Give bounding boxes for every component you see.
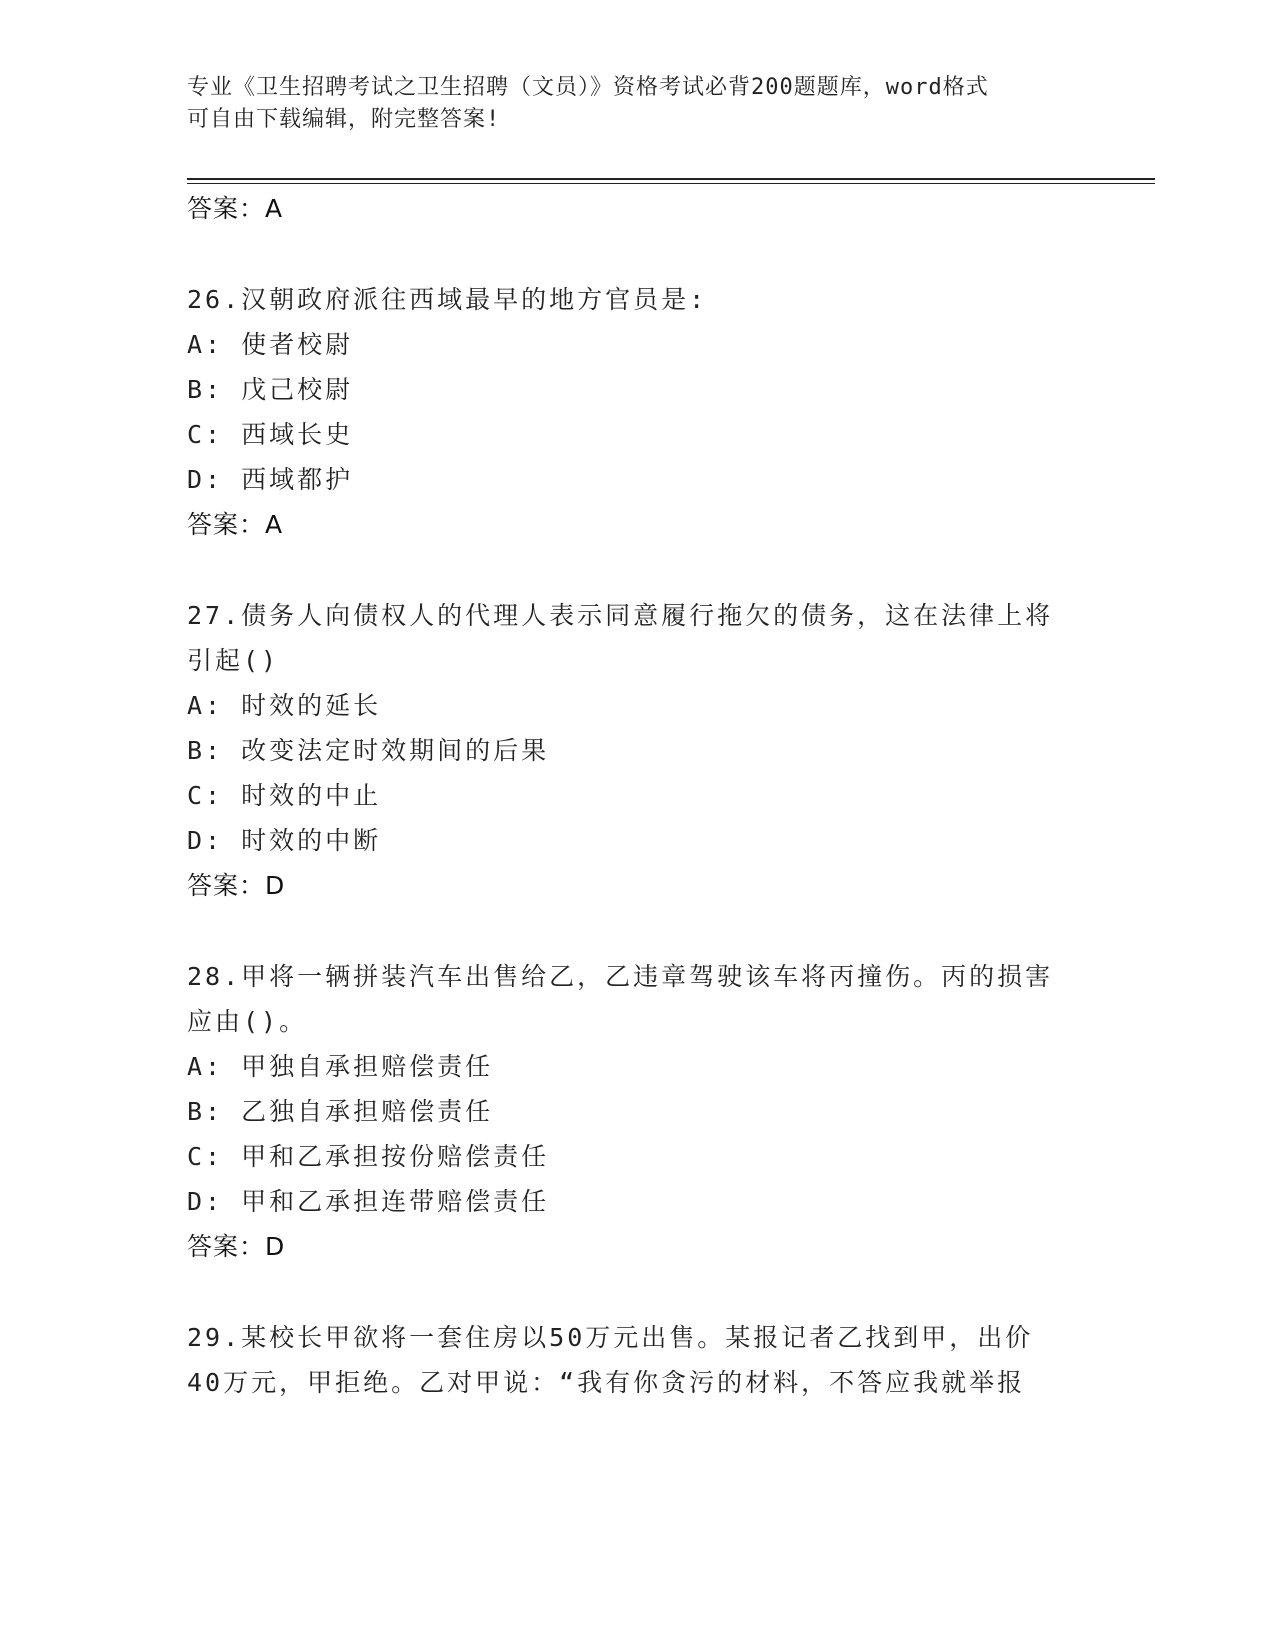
answer-line: 答案：D (187, 871, 286, 900)
page-header (187, 72, 1067, 136)
question-text-continued: 40万元，甲拒绝。乙对甲说：“我有你贪污的材料，不答应我就举报 (187, 1368, 1026, 1397)
question-text-continued: 应由()。 (187, 1007, 308, 1036)
header-line-2: 可自由下载编辑，附完整答案! (187, 107, 501, 132)
question-text-continued: 引起() (187, 646, 280, 675)
question-text: 27.债务人向债权人的代理人表示同意履行拖欠的债务，这在法律上将 (187, 601, 1054, 630)
question-text: 29.某校长甲欲将一套住房以50万元出售。某报记者乙找到甲，出价 (187, 1323, 1034, 1352)
option-c: C: 时效的中止 (187, 781, 382, 810)
option-b: B: 戊己校尉 (187, 375, 354, 404)
option-b: B: 乙独自承担赔偿责任 (187, 1097, 494, 1126)
option-a: A: 使者校尉 (187, 330, 354, 359)
question-block (187, 593, 1087, 909)
option-d: D: 时效的中断 (187, 826, 382, 855)
question-block (187, 954, 1087, 1270)
option-a: A: 时效的延长 (187, 691, 382, 720)
option-c: C: 甲和乙承担按份赔偿责任 (187, 1142, 550, 1171)
answer-line: 答案：D (187, 1232, 286, 1261)
option-c: C: 西域长史 (187, 420, 354, 449)
question-text: 26.汉朝政府派往西域最早的地方官员是: (187, 285, 708, 314)
header-divider-thin (187, 183, 1155, 184)
option-b: B: 改变法定时效期间的后果 (187, 736, 550, 765)
question-block (187, 277, 1087, 548)
answer-line: 答案：A (187, 194, 284, 223)
answer-line: 答案：A (187, 510, 284, 539)
option-d: D: 西域都护 (187, 465, 354, 494)
header-divider (187, 178, 1155, 180)
option-d: D: 甲和乙承担连带赔偿责任 (187, 1187, 550, 1216)
header-line-1: 专业《卫生招聘考试之卫生招聘（文员）》资格考试必背200题题库，word格式 (187, 75, 989, 100)
question-block (187, 1315, 1087, 1405)
option-a: A: 甲独自承担赔偿责任 (187, 1052, 494, 1081)
question-text: 28.甲将一辆拼装汽车出售给乙，乙违章驾驶该车将丙撞伤。丙的损害 (187, 962, 1054, 991)
question-list (187, 186, 1087, 1405)
